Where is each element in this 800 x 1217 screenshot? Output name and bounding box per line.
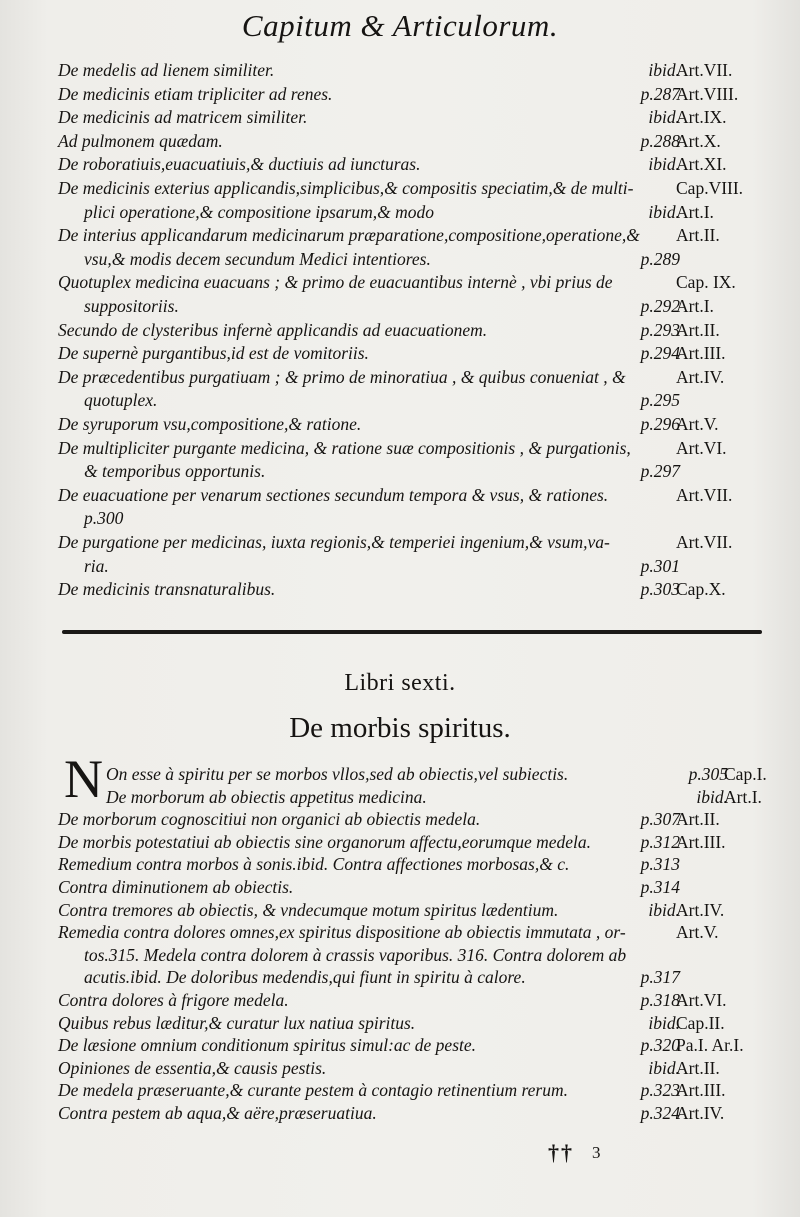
index-entry bbox=[58, 943, 746, 967]
entry-article: Art.IV. bbox=[676, 899, 725, 920]
index-entry bbox=[58, 365, 746, 389]
running-head: Capitum & Articulorum. bbox=[241, 8, 559, 43]
index-entry bbox=[58, 530, 746, 554]
entry-title: De medelis ad lienem similiter. bbox=[58, 60, 275, 80]
entry-article: Cap. IX. bbox=[676, 272, 736, 293]
index-entry bbox=[58, 988, 746, 1012]
entry-title: & temporibus opportunis. bbox=[84, 461, 266, 482]
entry-article: Art.III. bbox=[676, 343, 726, 364]
index-entry bbox=[58, 807, 746, 831]
index-entry bbox=[58, 554, 746, 578]
entry-article: Cap.X. bbox=[676, 579, 726, 600]
signature-mark: †† bbox=[548, 1140, 574, 1165]
entry-page: p.312 bbox=[640, 831, 680, 852]
entry-title: De morbis potestatiui ab obiectis sine organorum affectu,eorumque medela. bbox=[58, 831, 592, 852]
entry-page: p.317 bbox=[640, 967, 680, 988]
entry-title: De læsione omnium conditionum spiritus simul:ac de peste. bbox=[58, 1035, 477, 1056]
entry-article: Art.II. bbox=[676, 1057, 720, 1078]
entry-page: p.289 bbox=[640, 248, 680, 269]
entry-page: p.313 bbox=[640, 854, 680, 875]
entry-page: p.305 bbox=[688, 764, 728, 784]
entry-title: De roboratiuis,euacuatiuis,& ductiuis ad iuncturas. bbox=[58, 154, 421, 175]
entry-page: ibid. bbox=[648, 154, 680, 175]
entry-article: Art.III. bbox=[676, 831, 726, 852]
entry-page: p.307 bbox=[640, 809, 680, 830]
entry-article: Art.VII. bbox=[676, 60, 733, 80]
entry-article: Art.I. bbox=[676, 296, 714, 316]
entry-article: Art.V. bbox=[676, 922, 719, 943]
index-entry bbox=[58, 270, 746, 294]
index-entry bbox=[58, 318, 746, 342]
entry-article: Art.IX. bbox=[676, 107, 727, 128]
index-entry bbox=[58, 58, 746, 82]
entry-page: ibid. bbox=[648, 201, 680, 222]
entry-article: Art.II. bbox=[676, 225, 720, 246]
entry-article: Art.II. bbox=[676, 809, 720, 830]
entry-article: Art.III. bbox=[676, 1080, 726, 1101]
entry-article: Art.I. bbox=[676, 201, 714, 222]
index-entry bbox=[58, 506, 746, 530]
entry-article: Art.VI. bbox=[676, 990, 727, 1010]
entry-article: Art.I. bbox=[724, 786, 762, 807]
index-entry bbox=[58, 852, 746, 876]
index-entry bbox=[58, 176, 746, 200]
entry-article: Art.V. bbox=[676, 414, 719, 434]
entry-article: Art.IV. bbox=[676, 366, 725, 387]
index-entry bbox=[58, 341, 746, 365]
entry-page: ibid. bbox=[648, 899, 680, 920]
entry-article: Art.VII. bbox=[676, 484, 733, 505]
entry-page: p.292 bbox=[640, 296, 680, 316]
index-entry bbox=[58, 1078, 746, 1102]
entry-title: Contra dolores à frigore medela. bbox=[58, 990, 289, 1010]
entry-article: Cap.II. bbox=[676, 1012, 725, 1033]
entry-title: De purgatione per medicinas, iuxta regionis,& temperiei ingenium,& vsum,va- bbox=[58, 532, 610, 552]
entry-article: Art.VII. bbox=[676, 532, 733, 552]
entry-title: De medicinis transnaturalibus. bbox=[58, 579, 276, 600]
index-entry bbox=[106, 785, 794, 809]
entry-title: quotuplex. bbox=[84, 390, 158, 411]
entry-title: Ad pulmonem quædam. bbox=[58, 130, 223, 151]
entry-page: ibid. bbox=[648, 1012, 680, 1033]
entry-title: ria. bbox=[84, 555, 109, 576]
index-entry bbox=[58, 105, 746, 129]
index-entry bbox=[58, 200, 746, 224]
index-entry bbox=[58, 1056, 746, 1080]
entry-article: Cap.VIII. bbox=[676, 178, 744, 198]
entry-title: p.300 bbox=[84, 508, 124, 529]
entry-title: vsu,& modis decem secundum Medici intentiores. bbox=[84, 248, 431, 269]
index-entry bbox=[58, 152, 746, 176]
entry-page: ibid. bbox=[648, 1057, 680, 1078]
entry-title: On esse à spiritu per se morbos vllos,sed ab obiectis,vel subiectis. bbox=[106, 764, 569, 784]
entry-page: p.288 bbox=[640, 130, 680, 151]
index-entry bbox=[58, 1101, 746, 1125]
entry-page: ibid. bbox=[648, 60, 680, 80]
index-entry bbox=[58, 965, 746, 989]
entry-title: De medicinis etiam tripliciter ad renes. bbox=[58, 83, 333, 104]
index-entry bbox=[58, 1033, 746, 1057]
entry-title: suppositoriis. bbox=[84, 296, 179, 316]
index-entry bbox=[58, 875, 746, 899]
entry-page: p.323 bbox=[640, 1080, 680, 1101]
entry-title: De syruporum vsu,compositione,& ratione. bbox=[58, 414, 362, 434]
entry-title: Quotuplex medicina euacuans ; & primo de euacuantibus internè , vbi prius de bbox=[58, 272, 613, 293]
entry-title: De medicinis exterius applicandis,simplicibus,& compositis speciatim,& de multi- bbox=[58, 178, 634, 198]
entry-title: tos.315. Medela contra dolorem à crassis vaporibus. 316. Contra dolorem ab bbox=[84, 944, 627, 965]
entry-article: Art.IV. bbox=[676, 1103, 725, 1123]
index-entry bbox=[58, 294, 746, 318]
entry-title: Contra pestem ab aqua,& aëre,præseruatiua. bbox=[58, 1103, 377, 1123]
index-entry bbox=[58, 412, 746, 436]
entry-page: p.324 bbox=[640, 1103, 680, 1123]
signature-number: 3 bbox=[592, 1143, 601, 1162]
entry-title: De multipliciter purgante medicina, & ratione suæ compositionis , & purgationis, bbox=[58, 437, 631, 458]
entry-title: Contra diminutionem ab obiectis. bbox=[58, 877, 294, 897]
index-entry bbox=[58, 388, 746, 412]
entry-title: Remedia contra dolores omnes,ex spiritus dispositione ab obiectis immutata , or- bbox=[58, 922, 626, 943]
index-entry bbox=[58, 459, 746, 483]
entry-page: p.295 bbox=[640, 390, 680, 411]
entry-title: De morborum cognoscitiui non organici ab obiectis medela. bbox=[58, 809, 481, 830]
entry-page: p.318 bbox=[640, 990, 680, 1010]
index-entry bbox=[58, 82, 746, 106]
entry-article: Art.VI. bbox=[676, 437, 727, 458]
entry-page: p.296 bbox=[640, 414, 680, 434]
entry-article: Art.VIII. bbox=[676, 83, 739, 104]
entry-title: plici operatione,& compositione ipsarum,& modo bbox=[84, 201, 434, 222]
entry-page: p.320 bbox=[640, 1035, 680, 1056]
entry-title: De medicinis ad matricem similiter. bbox=[58, 107, 308, 128]
entry-title: De præcedentibus purgatiuam ; & primo de minoratiua , & quibus conueniat , & bbox=[58, 366, 626, 387]
index-entry bbox=[106, 762, 794, 786]
index-entry bbox=[58, 830, 746, 854]
entry-page: ibid. bbox=[696, 786, 728, 807]
entry-page: p.293 bbox=[640, 319, 680, 340]
entry-title: De medela præseruante,& curante pestem à contagio retinentium rerum. bbox=[58, 1080, 569, 1101]
entry-article: Cap.I. bbox=[724, 764, 767, 784]
index-entry bbox=[58, 920, 746, 944]
entry-page: p.294 bbox=[640, 343, 680, 364]
entry-page: p.314 bbox=[640, 877, 680, 897]
entry-title: Contra tremores ab obiectis, & vndecumque motum spiritus lædentium. bbox=[58, 899, 559, 920]
entry-page: ibid. bbox=[648, 107, 680, 128]
index-entry bbox=[58, 577, 746, 601]
index-entry bbox=[58, 436, 746, 460]
index-entry bbox=[58, 223, 746, 247]
entry-title: acutis.ibid. De doloribus medendis,qui fiunt in spiritu à calore. bbox=[84, 967, 526, 988]
section-title: De morbis spiritus. bbox=[289, 712, 511, 744]
index-entry bbox=[58, 1011, 746, 1035]
entry-title: Secundo de clysteribus infernè applicandis ad euacuationem. bbox=[58, 319, 488, 340]
entry-page: p.297 bbox=[640, 461, 680, 482]
entry-title: De euacuatione per venarum sectiones secundum tempora & vsus, & rationes. bbox=[58, 484, 609, 505]
index-entry bbox=[58, 483, 746, 507]
entry-page: p.287 bbox=[640, 83, 680, 104]
entry-title: Remedium contra morbos à sonis.ibid. Contra affectiones morbosas,& c. bbox=[58, 854, 570, 875]
entry-title: De interius applicandarum medicinarum præparatione,compositione,operatione,& bbox=[58, 225, 640, 246]
index-entry bbox=[58, 247, 746, 271]
entry-page: p.301 bbox=[640, 555, 680, 576]
entry-page: p.303 bbox=[640, 579, 680, 600]
entry-title: De morborum ab obiectis appetitus medicina. bbox=[106, 786, 427, 807]
index-entry bbox=[58, 129, 746, 153]
entry-article: Pa.I. Ar.I. bbox=[676, 1035, 744, 1056]
drop-cap: N bbox=[64, 749, 103, 809]
entry-article: Art.XI. bbox=[676, 154, 727, 175]
entry-article: Art.X. bbox=[676, 130, 721, 151]
index-entry bbox=[58, 898, 746, 922]
entry-title: De supernè purgantibus,id est de vomitoriis. bbox=[58, 343, 369, 364]
book-title: Libri sexti. bbox=[344, 670, 456, 696]
section-rule bbox=[62, 630, 762, 634]
entry-article: Art.II. bbox=[676, 319, 720, 340]
entry-title: Quibus rebus læditur,& curatur lux natiua spiritus. bbox=[58, 1012, 416, 1033]
entry-title: Opiniones de essentia,& causis pestis. bbox=[58, 1057, 327, 1078]
